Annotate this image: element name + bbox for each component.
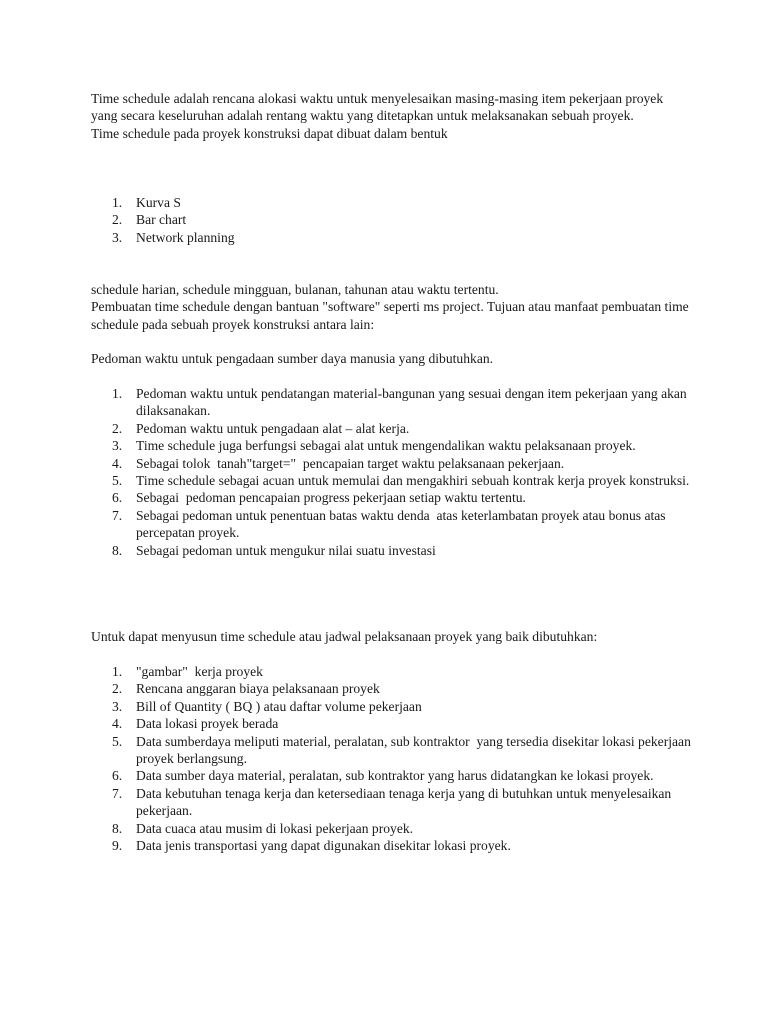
benefits-list-section — [91, 385, 691, 559]
list-text: Data sumberdaya meliputi material, peralatan, sub kontraktor yang tersedia disekitar lokasi pekerjaan proyek berlangsung. — [136, 733, 695, 767]
forms-list — [91, 194, 691, 246]
list-item — [91, 489, 691, 506]
list-item — [91, 663, 691, 680]
list-number: 2. — [112, 681, 123, 697]
list-text: Data lokasi proyek berada — [136, 716, 279, 732]
list-text: Data jenis transportasi yang dapat digunakan disekitar lokasi proyek. — [136, 838, 511, 854]
list-item — [91, 507, 691, 542]
list-number: 4. — [112, 455, 123, 471]
list-text: Time schedule sebagai acuan untuk memulai dan mengakhiri sebuah kontrak kerja proyek konstruksi. — [136, 473, 690, 489]
list-number: 1. — [112, 195, 123, 210]
list-number: 2. — [112, 212, 123, 228]
list-number: 3. — [112, 229, 123, 245]
list-item — [91, 767, 691, 784]
requirements-list — [91, 663, 695, 854]
list-text: Data kebutuhan tenaga kerja dan ketersediaan tenaga kerja yang di butuhkan untuk menyelesaikan pekerjaan. — [136, 785, 675, 819]
list-text: Data sumber daya material, peralatan, sub kontraktor yang harus didatangkan ke lokasi proyek. — [136, 768, 654, 784]
hr-paragraph: Pedoman waktu untuk pengadaan sumber daya manusia yang dibutuhkan. — [91, 351, 494, 367]
list-item — [91, 820, 691, 837]
list-item — [91, 837, 691, 854]
list-item — [91, 733, 695, 768]
list-text: Sebagai pedoman untuk penentuan batas waktu denda atas keterlambatan proyek atau bonus atas percepatan proyek. — [136, 507, 670, 541]
list-text: Pedoman waktu untuk pendatangan material-bangunan yang sesuai dengan item pekerjaan yang akan dilaksanakan. — [136, 386, 691, 419]
list-item — [91, 698, 691, 715]
list-number: 5. — [112, 473, 123, 489]
list-number: 3. — [112, 438, 123, 454]
list-text: Sebagai pedoman pencapaian progress pekerjaan setiap waktu tertentu. — [136, 490, 526, 506]
software-paragraph: Pembuatan time schedule dengan bantuan "software" seperti ms project. Tujuan atau manfaat pembuatan time schedule pada sebuah proyek konstruksi antara lain: — [91, 299, 693, 332]
middle-section — [91, 281, 691, 368]
list-number: 4. — [112, 716, 123, 732]
forms-list-section — [91, 194, 691, 246]
list-number: 3. — [112, 698, 123, 714]
list-number: 1. — [112, 664, 123, 679]
list-item — [91, 420, 691, 437]
list-text: Bill of Quantity ( BQ ) atau daftar volume pekerjaan — [136, 698, 422, 714]
list-item — [91, 455, 691, 472]
list-text: Kurva S — [136, 195, 181, 210]
list-item — [91, 385, 691, 420]
list-item — [91, 229, 691, 246]
list-text: "gambar" kerja proyek — [136, 664, 263, 679]
list-number: 5. — [112, 733, 123, 749]
intro-paragraph-2: Time schedule pada proyek konstruksi dapat dibuat dalam bentuk — [91, 125, 448, 141]
intro-paragraph: Time schedule adalah rencana alokasi waktu untuk menyelesaikan masing-masing item pekerjaan proyek yang secara keseluruhan adalah rentang waktu yang ditetapkan untuk melaksanakan sebuah proyek. — [91, 91, 667, 124]
list-number: 1. — [112, 386, 123, 401]
list-item — [91, 211, 691, 228]
list-number: 7. — [112, 507, 123, 523]
list-item — [91, 715, 691, 732]
list-text: Data cuaca atau musim di lokasi pekerjaan proyek. — [136, 820, 414, 836]
requirements-intro-section — [91, 628, 691, 645]
benefits-list — [91, 385, 691, 559]
list-text: Time schedule juga berfungsi sebagai alat untuk mengendalikan waktu pelaksanaan proyek. — [136, 438, 636, 454]
list-number: 9. — [112, 838, 123, 854]
requirements-intro: Untuk dapat menyusun time schedule atau jadwal pelaksanaan proyek yang baik dibutuhkan: — [91, 629, 598, 644]
list-number: 8. — [112, 820, 123, 836]
list-item — [91, 680, 691, 697]
list-item — [91, 437, 691, 454]
list-text: Sebagai tolok tanah"target=" pencapaian target waktu pelaksanaan pekerjaan. — [136, 455, 565, 471]
list-number: 2. — [112, 420, 123, 436]
list-number: 6. — [112, 768, 123, 784]
list-text: Bar chart — [136, 212, 187, 228]
requirements-list-section — [91, 663, 695, 854]
schedule-types-paragraph: schedule harian, schedule mingguan, bulanan, tahunan atau waktu tertentu. — [91, 282, 499, 297]
list-item — [91, 785, 691, 820]
list-item — [91, 194, 691, 211]
list-text: Pedoman waktu untuk pengadaan alat – alat kerja. — [136, 420, 410, 436]
list-number: 7. — [112, 785, 123, 801]
list-number: 8. — [112, 542, 123, 558]
list-text: Sebagai pedoman untuk mengukur nilai suatu investasi — [136, 542, 436, 558]
list-text: Network planning — [136, 229, 235, 245]
list-item — [91, 542, 691, 559]
intro-section — [91, 90, 691, 142]
list-text: Rencana anggaran biaya pelaksanaan proyek — [136, 681, 380, 697]
list-item — [91, 472, 691, 489]
list-number: 6. — [112, 490, 123, 506]
